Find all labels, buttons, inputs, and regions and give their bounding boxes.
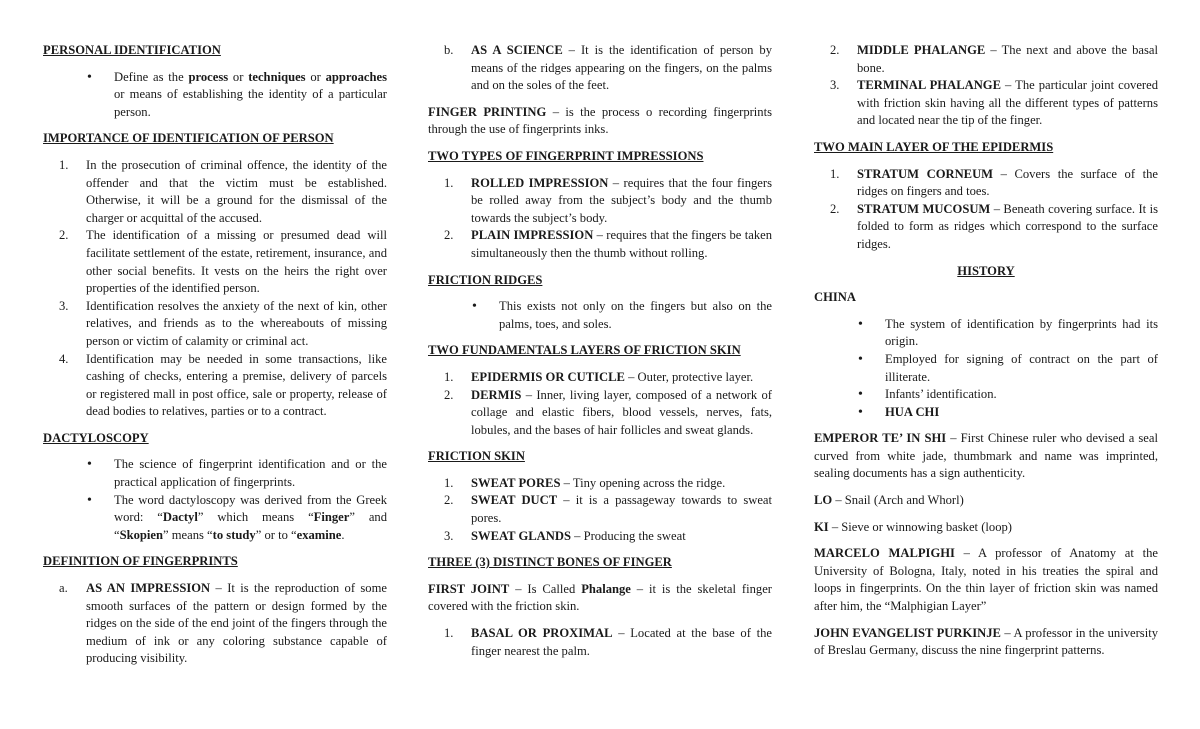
term-skopien: Skopien [119, 527, 163, 542]
list-item-text: – Located at the base of the finger nearest the palm. [471, 626, 772, 658]
list-item-term: STRATUM MUCOSUM [857, 201, 991, 216]
list-item [87, 69, 387, 122]
heading-personal-identification: PERSONAL IDENTIFICATION [43, 43, 221, 57]
list-item [444, 227, 772, 262]
list-item-text: – Producing the sweat [570, 528, 686, 543]
friction-ridges-list [472, 298, 772, 333]
list-item [830, 42, 1158, 77]
history-paragraph [814, 430, 1158, 483]
text-segment: . [341, 527, 345, 542]
list-marker: 3. [59, 298, 69, 313]
term-techniques: techniques [248, 69, 306, 84]
text-segment: ” and “ [114, 510, 388, 542]
list-marker: 1. [830, 166, 840, 181]
dactyloscopy-list [87, 456, 387, 544]
paragraph-text: – A professor in the university of Breslau Germany, discuss the nine fingerprint patterns. [814, 625, 1158, 658]
paragraph-text: – First Chinese ruler who devised a seal curved from white jade, thumbmark and name was imprinted, sealing documents has a sign authenticity. [814, 431, 1158, 481]
list-marker: 1. [59, 157, 69, 172]
list-item-term: SWEAT PORES [471, 475, 561, 490]
paragraph-text: – A professor of Anatomy at the University of Bologna, Italy, noted in his treaties the spiral and loops in fingerprints. On the thin layer of friction skin was named after him, the “Malphigian Layer” [814, 546, 1158, 614]
list-item-term: DERMIS [471, 387, 522, 402]
column-3 [814, 40, 1158, 669]
list-marker: 2. [444, 228, 454, 243]
list-marker: 3. [830, 78, 840, 93]
list-item [59, 157, 387, 227]
list-item-text: – requires that the fingers be taken simultaneously then the thumb without rolling. [471, 228, 773, 260]
heading-china: CHINA [814, 290, 856, 305]
text-segment: Define as the [114, 69, 189, 84]
list-item [444, 369, 772, 387]
list-item-term: SWEAT GLANDS [471, 528, 571, 543]
term-malpighi: MARCELO MALPIGHI [814, 546, 955, 561]
list-item: • This exists not only on the fingers but also on the palms, toes, and soles. [472, 298, 772, 333]
list-item-text: – It is the reproduction of some smooth surfaces of the pattern or design formed by the ridges on the side of the end joint of the fingers through the medium of ink or any coloring substance capable of producing visibility. [86, 581, 387, 666]
term-first-joint: FIRST JOINT [428, 581, 510, 596]
list-item-text: Identification may be needed in some transactions, like cashing of checks, entering a premise, delivery of parcels or registered mall in post office, sale or property, release of dead bodies to relatives, parties or to a contract. [86, 351, 387, 419]
list-marker: 1. [444, 369, 454, 384]
history-paragraph [814, 492, 1158, 510]
term-ki: KI [814, 519, 829, 534]
term-hua-chi: HUA CHI [885, 404, 940, 419]
china-list [858, 316, 1158, 422]
list-item [59, 580, 387, 668]
list-item-text: – Tiny opening across the ridge. [560, 475, 726, 490]
term-finger: Finger [313, 510, 350, 525]
list-item-text: – The particular joint covered with friction skin having all the different types of patterns and located near the tip of the finger. [857, 78, 1158, 128]
history-paragraph [814, 625, 1158, 660]
list-item-text: – Beneath covering surface. It is folded to form as ridges which correspond to the surface ridges. [857, 201, 1158, 251]
list-marker: 2. [444, 493, 454, 508]
list-item-text: The identification of a missing or presumed dead will facilitate settlement of the estate, retirement, insurance, and other social benefits. It vests on the heirs the right over properties of the identified person. [86, 228, 387, 296]
epidermis-list [830, 166, 1158, 254]
list-item-term: EPIDERMIS OR CUTICLE [471, 369, 625, 384]
term-process: process [188, 69, 229, 84]
list-item [444, 492, 772, 527]
heading-friction-ridges: FRICTION RIDGES [428, 272, 543, 287]
list-item: • Infants’ identification. [858, 386, 1158, 404]
list-item [444, 528, 772, 546]
definition-list [59, 580, 387, 668]
term-as-a-science: AS A SCIENCE [471, 43, 563, 57]
heading-epidermis-layers: TWO MAIN LAYER OF THE EPIDERMIS [814, 139, 1054, 154]
list-item [830, 77, 1158, 130]
column-1 [43, 40, 387, 677]
term-examine: examine [296, 527, 342, 542]
list-marker: 2. [444, 387, 454, 402]
bones-list-cont [830, 42, 1158, 130]
list-marker: 2. [830, 201, 840, 216]
list-item-text: – requires that the four fingers be rolled away from the subject’s body and the thumb towards the subject’s body. [471, 175, 772, 225]
term-purkinje: JOHN EVANGELIST PURKINJE [814, 625, 1001, 640]
term-emperor: EMPEROR TE’ IN SHI [814, 431, 947, 446]
list-marker: 3. [444, 528, 454, 543]
importance-list [59, 157, 387, 421]
text-segment: or [228, 69, 249, 84]
list-marker: 1. [444, 175, 454, 190]
list-item [444, 387, 772, 440]
list-item-text: – it is a passageway towards to sweat pores. [471, 493, 772, 526]
list-item-term: MIDDLE PHALANGE [857, 43, 986, 57]
text-segment: – Is Called [509, 581, 582, 596]
list-item-text: In the prosecution of criminal offence, the identity of the offender and that the victim must be established. Otherwise, it will be a ground for the dismissal of the charger or acquittal of the accused. [86, 157, 387, 225]
list-item-text: Identification resolves the anxiety of the next of kin, other relatives, and friends as to the whereabouts of missing person or victim of calamity or criminal act. [86, 298, 387, 348]
heading-impressions: TWO TYPES OF FINGERPRINT IMPRESSIONS [428, 148, 704, 163]
paragraph-text: – Sieve or winnowing basket (loop) [828, 519, 1012, 534]
history-paragraph [814, 545, 1158, 615]
list-item-term: SWEAT DUCT [471, 493, 558, 508]
heading-fundamental-layers: TWO FUNDAMENTALS LAYERS OF FRICTION SKIN [428, 343, 741, 358]
list-item: • The science of fingerprint identification and or the practical application of fingerprints. [87, 456, 387, 491]
list-item [87, 492, 387, 545]
list-marker: 4. [59, 351, 69, 366]
term-finger-printing: FINGER PRINTING [428, 104, 547, 119]
text-segment: – it is the skeletal finger covered with the friction skin. [428, 581, 772, 614]
term-approaches: approaches [325, 69, 387, 84]
bones-list [444, 625, 772, 660]
list-item: • Employed for signing of contract on the part of illiterate. [858, 351, 1158, 386]
impressions-list [444, 175, 772, 263]
term-as-an-impression: AS AN IMPRESSION [86, 581, 211, 596]
list-marker: 1. [444, 475, 454, 490]
text-segment: ” means “ [163, 527, 213, 542]
finger-printing-paragraph [428, 104, 772, 139]
heading-definition: DEFINITION OF FINGERPRINTS [43, 554, 238, 569]
text-segment: ” which means “ [197, 510, 314, 525]
text-segment: The word dactyloscopy was derived from the Greek word: “ [114, 492, 387, 525]
list-item-text: – Inner, living layer, composed of a network of collage and elastic fibers, blood vessels, nerves, fats, lobules, and the bases of hair follicles and sweat glands. [471, 387, 772, 437]
definition-list-cont [444, 42, 772, 95]
list-item [830, 201, 1158, 254]
list-item [444, 625, 772, 660]
list-item-text: – The next and above the basal bone. [857, 43, 1159, 75]
list-item-term: ROLLED IMPRESSION [471, 175, 609, 190]
list-item [830, 166, 1158, 201]
list-item-term: BASAL OR PROXIMAL [471, 626, 613, 641]
layers-list [444, 369, 772, 439]
list-item: • The system of identification by fingerprints had its origin. [858, 316, 1158, 351]
list-item [59, 351, 387, 421]
term-dactyl: Dactyl [162, 510, 198, 525]
list-item-text: – Covers the surface of the ridges on fingers and toes. [857, 166, 1158, 199]
heading-bones: THREE (3) DISTINCT BONES OF FINGER [428, 555, 672, 570]
list-item [444, 475, 772, 493]
personal-identification-list [87, 69, 387, 122]
heading-friction-skin: FRICTION SKIN [428, 449, 525, 464]
list-item-text: – It is the identification of person by means of the ridges appearing on the fingers, on the palms and on the soles of the feet. [471, 43, 772, 93]
list-marker: 2. [830, 43, 840, 57]
history-paragraph [814, 519, 1158, 537]
list-item-term: PLAIN IMPRESSION [471, 228, 594, 243]
list-item [444, 42, 772, 95]
list-item-text: – Outer, protective layer. [624, 369, 754, 384]
heading-dactyloscopy: DACTYLOSCOPY [43, 430, 149, 445]
heading-history: HISTORY [957, 263, 1015, 278]
friction-skin-list [444, 475, 772, 545]
list-item [858, 404, 1158, 422]
column-2 [428, 40, 772, 669]
term-lo: LO [814, 493, 833, 508]
list-item-term: TERMINAL PHALANGE [857, 78, 1001, 93]
first-joint-paragraph [428, 581, 772, 616]
text-segment: or [305, 69, 326, 84]
list-item [59, 298, 387, 351]
heading-importance: IMPORTANCE OF IDENTIFICATION OF PERSON [43, 131, 334, 146]
list-marker: b. [444, 43, 454, 57]
list-marker: 2. [59, 228, 69, 243]
text-segment: or means of establishing the identity of a particular person. [114, 87, 387, 119]
term-phalange: Phalange [581, 581, 631, 596]
text-segment: ” or to “ [255, 527, 297, 542]
term-to-study: to study [212, 527, 256, 542]
paragraph-text: – is the process o recording fingerprints through the use of fingerprints inks. [428, 104, 773, 137]
list-item [444, 175, 772, 228]
list-item [59, 227, 387, 297]
list-item-term: STRATUM CORNEUM [857, 166, 994, 181]
paragraph-text: – Snail (Arch and Whorl) [832, 493, 964, 508]
list-marker: 1. [444, 626, 454, 641]
list-marker: a. [59, 581, 68, 596]
